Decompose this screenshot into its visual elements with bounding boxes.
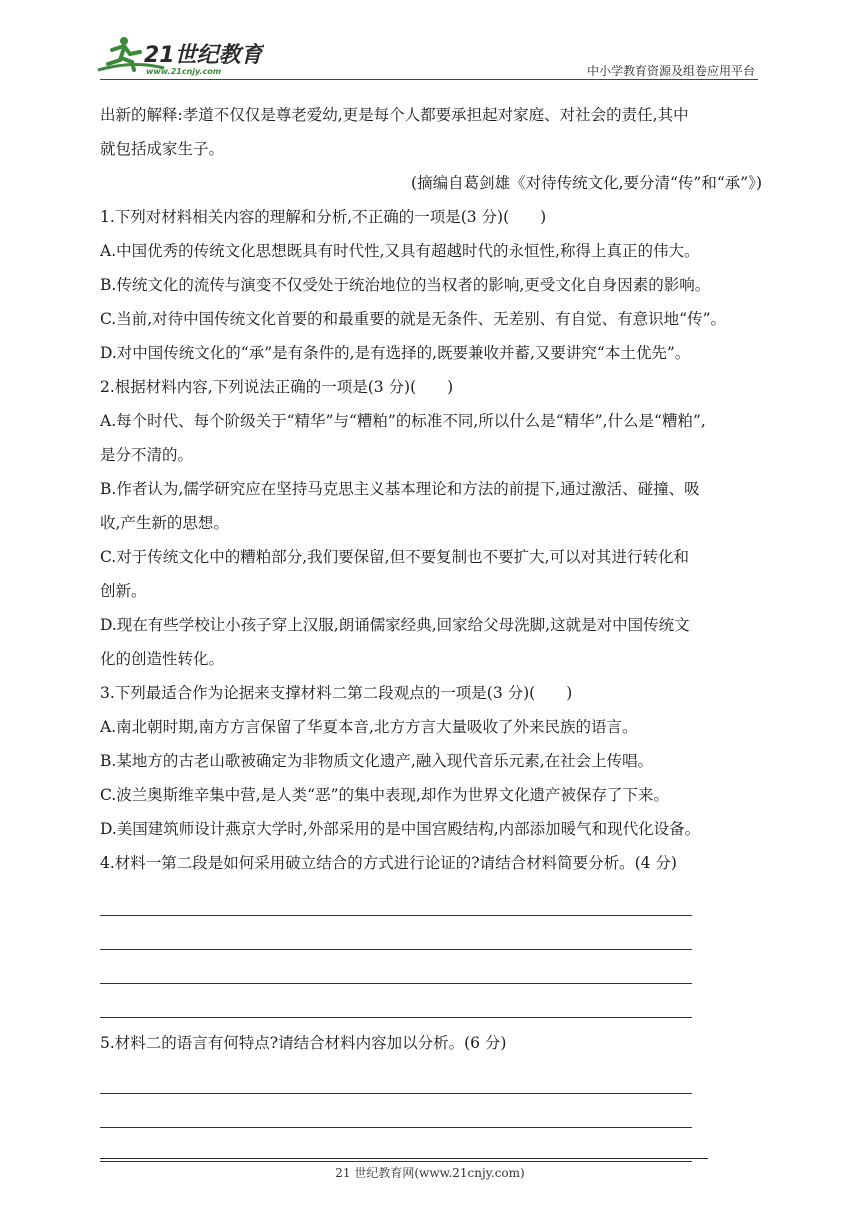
logo-text: 21世纪教育 xyxy=(144,43,263,68)
option-2d-cont: 化的创造性转化。 xyxy=(100,650,225,668)
answer-line[interactable] xyxy=(100,1094,692,1128)
platform-title: 中小学教育资源及组卷应用平台 xyxy=(586,64,755,78)
exam-content xyxy=(100,98,770,1162)
passage-source: (摘编自葛剑雄《对待传统文化,要分清“传”和“承”》) xyxy=(411,174,762,192)
question-stem-2: 2.根据材料内容,下列说法正确的一项是(3 分)( ) xyxy=(100,378,454,396)
answer-line[interactable] xyxy=(100,950,692,984)
option-3b: B.某地方的古老山歌被确定为非物质文化遗产,融入现代音乐元素,在社会上传唱。 xyxy=(100,752,654,770)
answer-line[interactable] xyxy=(100,1060,692,1094)
option-2c: C.对于传统文化中的糟粕部分,我们要保留,但不要复制也不要扩大,可以对其进行转化和 xyxy=(100,548,690,566)
option-2b: B.作者认为,儒学研究应在坚持马克思主义基本理论和方法的前提下,通过激活、碰撞、吸 xyxy=(100,480,700,498)
site-logo xyxy=(94,34,264,78)
passage-line: 出新的解释:孝道不仅仅是尊老爱幼,更是每个人都要承担起对家庭、对社会的责任,其中 xyxy=(100,106,689,124)
option-2d: D.现在有些学校让小孩子穿上汉服,朗诵儒家经典,回家给父母洗脚,这就是对中国传统文 xyxy=(100,616,690,634)
option-3d: D.美国建筑师设计燕京大学时,外部采用的是中国宫殿结构,内部添加暖气和现代化设备。 xyxy=(100,820,701,838)
answer-area-5[interactable] xyxy=(100,1060,770,1162)
answer-line[interactable] xyxy=(100,984,692,1018)
option-1c: C.当前,对待中国传统文化首要的和最重要的就是无条件、无差别、有自觉、有意识地“传”。 xyxy=(100,310,727,328)
option-1b: B.传统文化的流传与演变不仅受处于统治地位的当权者的影响,更受文化自身因素的影响。 xyxy=(100,276,711,294)
option-3a: A.南北朝时期,南方方言保留了华夏本音,北方方言大量吸收了外来民族的语言。 xyxy=(100,718,638,736)
runner-logo-icon xyxy=(94,34,264,78)
option-2a-cont: 是分不清的。 xyxy=(100,446,194,464)
question-stem-1: 1.下列对材料相关内容的理解和分析,不正确的一项是(3 分)( ) xyxy=(100,208,547,226)
answer-line[interactable] xyxy=(100,882,692,916)
question-stem-3: 3.下列最适合作为论据来支撑材料二第二段观点的一项是(3 分)( ) xyxy=(100,684,573,702)
passage-line: 就包括成家生子。 xyxy=(100,140,225,158)
option-3c: C.波兰奥斯维辛集中营,是人类“恶”的集中表现,却作为世界文化遗产被保存了下来。 xyxy=(100,786,669,804)
question-stem-4: 4.材料一第二段是如何采用破立结合的方式进行论证的?请结合材料简要分析。(4 分) xyxy=(100,854,677,872)
option-2c-cont: 创新。 xyxy=(100,582,147,600)
option-2b-cont: 收,产生新的思想。 xyxy=(100,514,229,532)
option-2a: A.每个时代、每个阶级关于“精华”与“糟粕”的标准不同,所以什么是“精华”,什么是“糟粕”, xyxy=(100,412,706,430)
footer-divider xyxy=(100,1158,708,1159)
answer-line[interactable] xyxy=(100,916,692,950)
footer-text: 21 世纪教育网(www.21cnjy.com) xyxy=(335,1166,525,1180)
answer-area-4[interactable] xyxy=(100,882,770,1018)
logo-url: www.21cnjy.com xyxy=(146,67,222,76)
option-1d: D.对中国传统文化的“承”是有条件的,是有选择的,既要兼收并蓄,又要讲究“本土优先”。 xyxy=(100,344,691,362)
header-divider xyxy=(100,79,758,80)
option-1a: A.中国优秀的传统文化思想既具有时代性,又具有超越时代的永恒性,称得上真正的伟大。 xyxy=(100,242,700,260)
answer-line[interactable] xyxy=(100,1128,692,1162)
question-stem-5: 5.材料二的语言有何特点?请结合材料内容加以分析。(6 分) xyxy=(100,1034,507,1052)
